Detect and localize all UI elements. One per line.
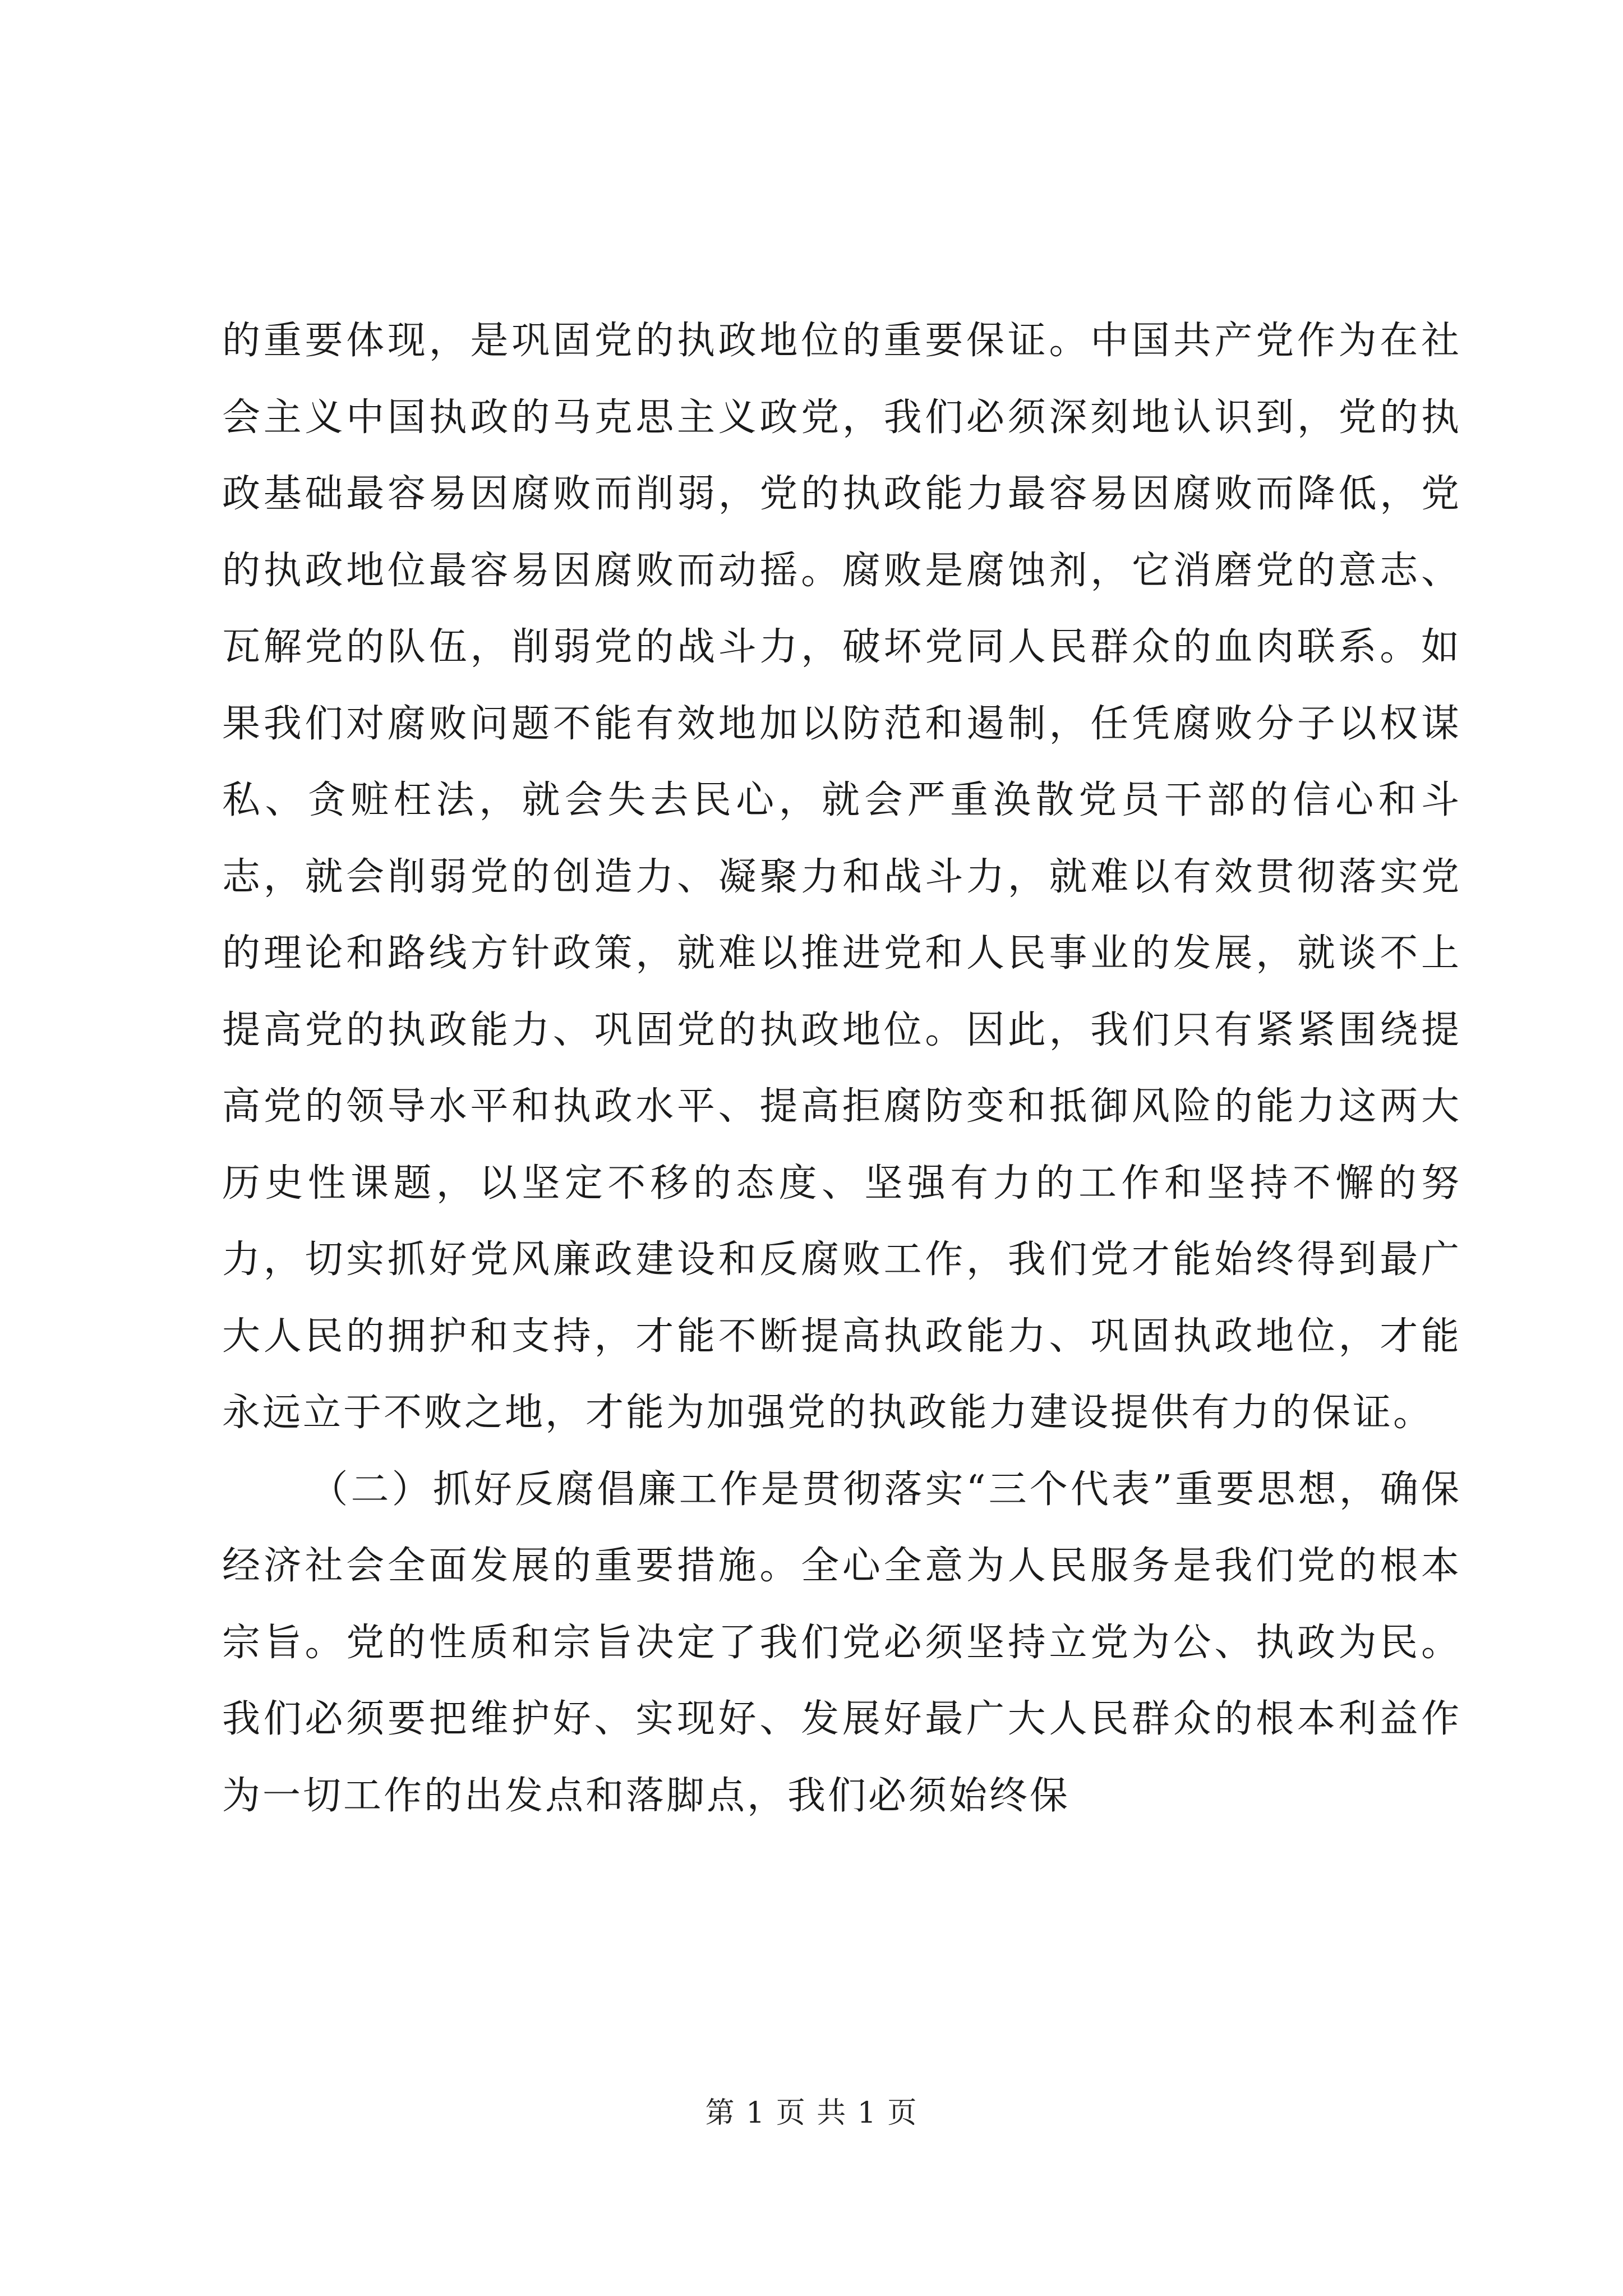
page-footer: 第 1 页 共 1 页 [705, 2096, 918, 2130]
body-text [222, 303, 1461, 1834]
paragraph-2: （二）抓好反腐倡廉工作是贯彻落实“三个代表”重要思想，确保经济社会全面发展的重要措施。全心全意为人民服务是我们党的根本宗旨。党的性质和宗旨决定了我们党必须坚持立党为公、执政为民。我们必须要把维护好、实现好、发展好最广大人民群众的根本利益作为一切工作的出发点和落脚点，我们必须始终保 [222, 1467, 1461, 1818]
paragraph-1: 的重要体现，是巩固党的执政地位的重要保证。中国共产党作为在社会主义中国执政的马克思主义政党，我们必须深刻地认识到，党的执政基础最容易因腐败而削弱，党的执政能力最容易因腐败而降低，党的执政地位最容易因腐败而动摇。腐败是腐蚀剂，它消磨党的意志、瓦解党的队伍，削弱党的战斗力，破坏党同人民群众的血肉联系。如果我们对腐败问题不能有效地加以防范和遏制，任凭腐败分子以权谋私、贪赃枉法，就会失去民心，就会严重涣散党员干部的信心和斗志，就会削弱党的创造力、凝聚力和战斗力，就难以有效贯彻落实党的理论和路线方针政策，就难以推进党和人民事业的发展，就谈不上提高党的执政能力、巩固党的执政地位。因此，我们只有紧紧围绕提高党的领导水平和执政水平、提高拒腐防变和抵御风险的能力这两大历史性课题，以坚定不移的态度、坚强有力的工作和坚持不懈的努力，切实抓好党风廉政建设和反腐败工作，我们党才能始终得到最广大人民的拥护和支持，才能不断提高执政能力、巩固执政地位，才能永远立于不败之地，才能为加强党的执政能力建设提供有力的保证。 [222, 319, 1461, 1435]
